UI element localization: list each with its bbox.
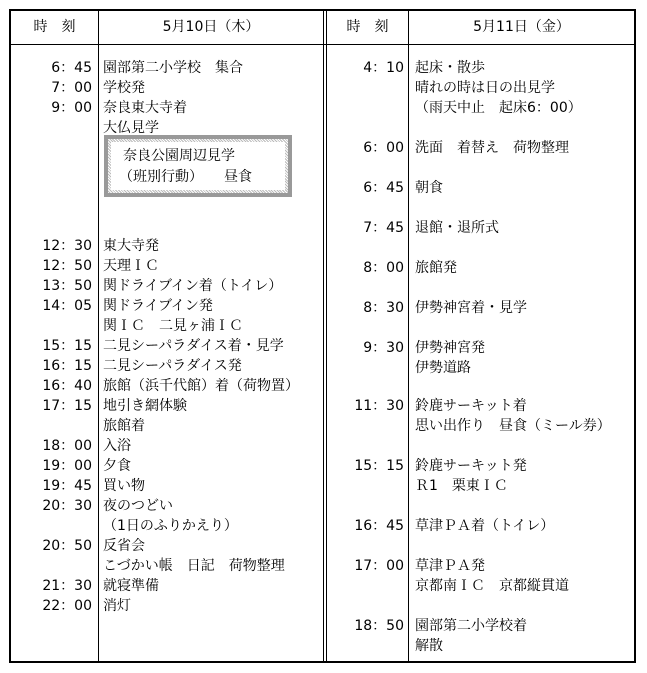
row-time: 19：45: [42, 478, 92, 494]
row-time: 8：00: [363, 260, 404, 276]
box-line-2: （班別行動） 昼食: [119, 169, 252, 185]
row-time: 12：50: [42, 258, 92, 274]
row-time: 16：45: [354, 518, 404, 534]
row-time: 15：15: [42, 338, 92, 354]
row-activity: 園部第二小学校着: [415, 618, 527, 634]
row-activity: こづかい帳 日記 荷物整理: [103, 558, 285, 574]
row-activity: 草津ＰＡ着（トイレ）: [415, 518, 555, 534]
row-activity: Ｒ1 栗東ＩＣ: [415, 478, 508, 494]
row-time: 8：30: [363, 300, 404, 316]
row-activity: 学校発: [103, 80, 145, 96]
row-activity: 旅館着: [103, 418, 145, 434]
row-activity: 晴れの時は日の出見学: [415, 80, 555, 96]
row-activity: 夕食: [103, 458, 131, 474]
row-activity: 鈴鹿サーキット着: [415, 398, 527, 414]
row-activity: 思い出作り 昼食（ミール券）: [415, 418, 611, 434]
row-time: 18：00: [42, 438, 92, 454]
row-activity: 退館・退所式: [415, 220, 499, 236]
row-time: 19：00: [42, 458, 92, 474]
row-activity: 二見シーパラダイス発: [103, 358, 242, 374]
row-time: 13：50: [42, 278, 92, 294]
row-activity: 伊勢道路: [415, 360, 471, 376]
header-date-day1: 5月10日（木）: [162, 19, 260, 35]
row-activity: 夜のつどい: [103, 498, 173, 514]
header-time-day2: 時 刻: [346, 19, 389, 35]
row-time: 9：00: [51, 100, 92, 116]
row-activity: 関ドライブイン着（トイレ）: [103, 278, 283, 294]
box-line-1: 奈良公園周辺見学: [123, 148, 235, 164]
row-activity: 大仏見学: [103, 120, 159, 136]
row-time: 6：00: [363, 140, 404, 156]
row-time: 16：40: [42, 378, 92, 394]
row-activity: 反省会: [103, 538, 145, 554]
row-activity: （1日のふりかえり）: [103, 518, 238, 534]
row-time: 6：45: [363, 180, 404, 196]
header-time-day1: 時 刻: [33, 19, 76, 35]
row-activity: 奈良東大寺着: [103, 100, 187, 116]
row-time: 12：30: [42, 238, 92, 254]
row-activity: 伊勢神宮発: [415, 340, 485, 356]
row-activity: 京都南ＩＣ 京都縦貫道: [415, 578, 569, 594]
row-activity: 消灯: [103, 598, 131, 614]
row-time: 16：15: [42, 358, 92, 374]
row-activity: （雨天中止 起床6：00）: [415, 100, 582, 116]
row-activity: 天理ＩＣ: [103, 258, 159, 274]
row-time: 11：30: [354, 398, 404, 414]
row-activity: 東大寺発: [103, 238, 159, 254]
row-time: 21：30: [42, 578, 92, 594]
row-activity: 関ドライブイン発: [103, 298, 213, 314]
row-activity: 入浴: [103, 438, 131, 454]
row-activity: 旅館発: [415, 260, 457, 276]
row-time: 17：15: [42, 398, 92, 414]
row-time: 6：45: [51, 60, 92, 76]
row-activity: 関ＩＣ 二見ヶ浦ＩＣ: [103, 318, 243, 334]
row-activity: 伊勢神宮着・見学: [415, 300, 527, 316]
row-time: 4：10: [363, 60, 404, 76]
row-activity: 旅館（浜千代館）着（荷物置）: [103, 378, 299, 394]
row-time: 22：00: [42, 598, 92, 614]
row-time: 9：30: [363, 340, 404, 356]
column-divider: [98, 11, 99, 661]
row-time: 17：00: [354, 558, 404, 574]
row-time: 18：50: [354, 618, 404, 634]
row-activity: 解散: [415, 638, 443, 654]
column-divider: [408, 11, 409, 661]
row-time: 15：15: [354, 458, 404, 474]
row-activity: 朝食: [415, 180, 443, 196]
row-time: 20：30: [42, 498, 92, 514]
row-activity: 買い物: [103, 478, 145, 494]
center-double-divider: [323, 11, 327, 661]
row-activity: 二見シーパラダイス着・見学: [103, 338, 284, 354]
row-activity: 園部第二小学校 集合: [103, 60, 243, 76]
header-date-day2: 5月11日（金）: [473, 19, 570, 35]
row-activity: 起床・散歩: [415, 60, 485, 76]
row-time: 7：45: [363, 220, 404, 236]
row-activity: 就寝準備: [103, 578, 159, 594]
row-time: 7：00: [51, 80, 92, 96]
row-time: 14：05: [42, 298, 92, 314]
row-activity: 草津ＰＡ発: [415, 558, 485, 574]
row-activity: 地引き網体験: [103, 398, 187, 414]
row-activity: 鈴鹿サーキット発: [415, 458, 527, 474]
group-activity-box: [104, 135, 292, 197]
header-divider: [11, 44, 634, 45]
row-time: 20：50: [42, 538, 92, 554]
row-activity: 洗面 着替え 荷物整理: [415, 140, 569, 156]
